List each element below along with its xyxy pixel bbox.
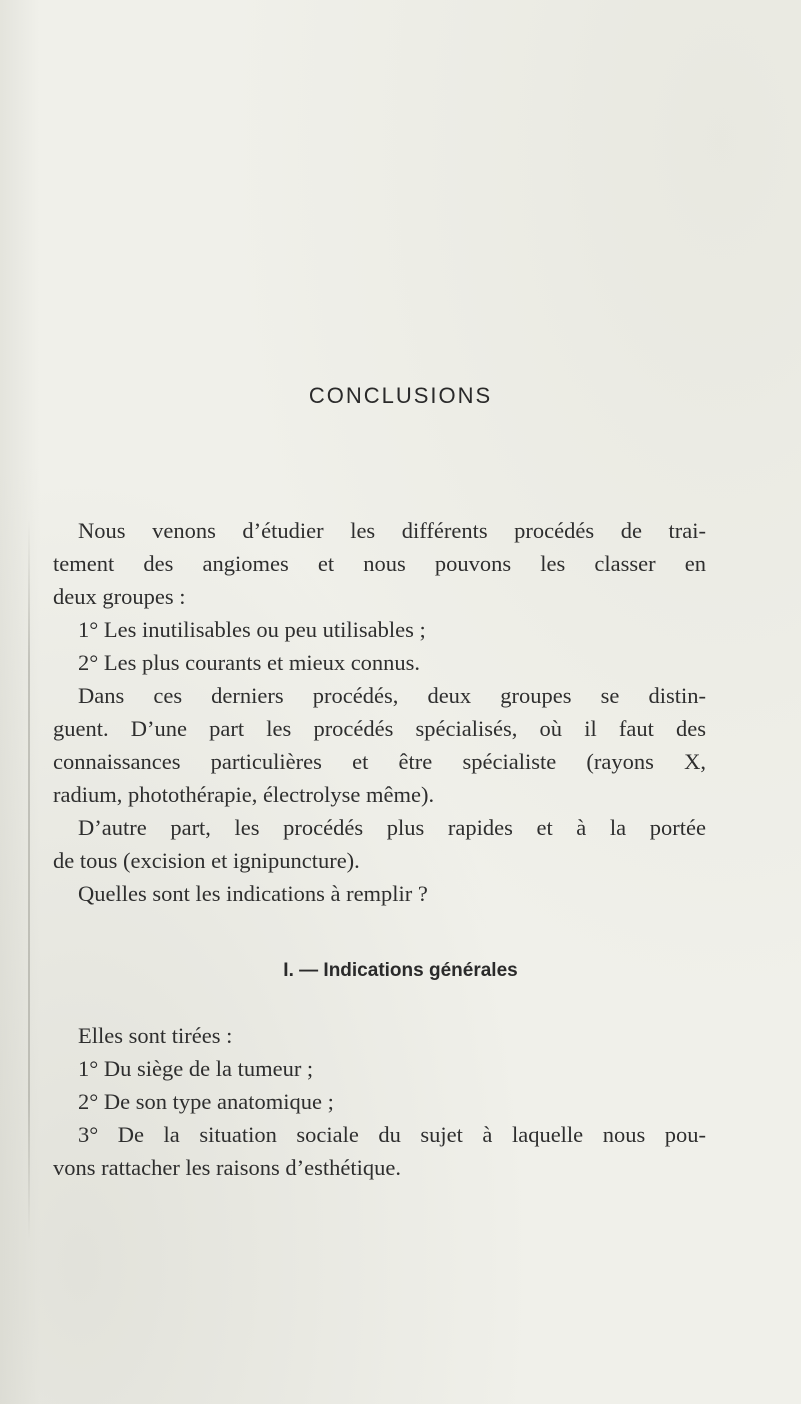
text-line: tement des angiomes et nous pouvons les classer en bbox=[53, 551, 706, 576]
list-item: 1° Les inutilisables ou peu utilisables ; bbox=[78, 617, 426, 642]
list-item: 3° De la situation sociale du sujet à laquelle nous pou- bbox=[78, 1122, 706, 1147]
text-line: connaissances particulières et être spécialiste (rayons X, bbox=[53, 749, 706, 774]
list-item: 2° De son type anatomique ; bbox=[78, 1089, 334, 1114]
text-line: Quelles sont les indications à remplir ? bbox=[78, 881, 428, 906]
text-line: radium, photothérapie, électrolyse même). bbox=[53, 782, 435, 807]
page-title: CONCLUSIONS bbox=[308, 383, 493, 408]
text-line: Elles sont tirées : bbox=[78, 1023, 233, 1048]
text-line: guent. D’une part les procédés spécialisés, où il faut des bbox=[53, 716, 706, 741]
list-item: 2° Les plus courants et mieux connus. bbox=[78, 650, 421, 675]
section-heading: I. — Indications générales bbox=[283, 960, 518, 981]
text-line: vons rattacher les raisons d’esthétique. bbox=[53, 1155, 402, 1180]
text-line: de tous (excision et ignipuncture). bbox=[53, 848, 360, 873]
text-line: deux groupes : bbox=[53, 584, 186, 609]
text-line: D’autre part, les procédés plus rapides et à la portée bbox=[78, 815, 706, 840]
list-item: 1° Du siège de la tumeur ; bbox=[78, 1056, 314, 1081]
text-line: Nous venons d’étudier les différents procédés de trai- bbox=[78, 518, 706, 543]
page-fold-shadow bbox=[28, 520, 30, 1240]
text-line: Dans ces derniers procédés, deux groupes se distin- bbox=[78, 683, 706, 708]
